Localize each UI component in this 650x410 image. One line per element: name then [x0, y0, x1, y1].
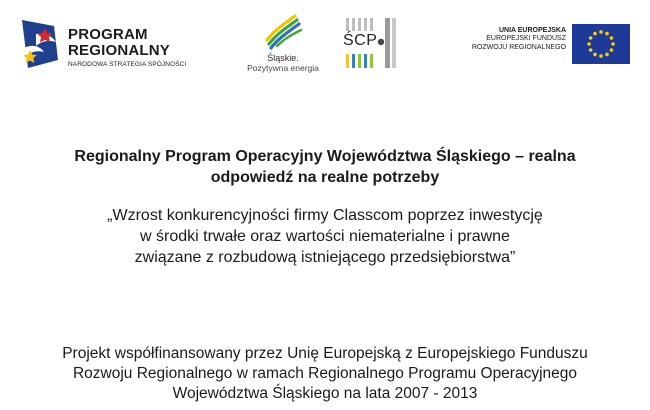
scp-text: ŚCP: [343, 32, 378, 49]
page-heading: [20, 146, 630, 188]
eu-flag-icon: [572, 24, 630, 64]
program-regionalny-title-line1: PROGRAM: [68, 26, 148, 43]
slaskie-name: Śląskie.: [267, 53, 299, 63]
cofinancing-note: [10, 344, 640, 404]
cofinancing-line3: Województwa Śląskiego na lata 2007 - 2013: [172, 385, 478, 402]
project-title-line2: w środki trwałe oraz wartości niematerialne i prawne: [140, 228, 510, 245]
project-title-line1: „Wzrost konkurencyjności firmy Classcom poprzez inwestycję: [107, 207, 543, 224]
scp-logo: [343, 18, 399, 70]
program-regionalny-logo: [18, 14, 208, 76]
cofinancing-line1: Projekt współfinansowany przez Unię Europejską z Europejskiego Funduszu: [62, 345, 588, 362]
heading-line1: Regionalny Program Operacyjny Województwa Śląskiego – realna: [74, 148, 576, 165]
ue-fund-line2: ROZWOJU REGIONALNEGO: [471, 43, 566, 51]
heading-line2: odpowiedź na realne potrzeby: [210, 169, 440, 186]
slaskie-waves-icon: [261, 10, 305, 52]
program-regionalny-subtitle: NARODOWA STRATEGIA SPÓJNOŚCI: [68, 61, 187, 68]
ue-title: UNIA EUROPEJSKA: [498, 27, 566, 34]
slaskie-tagline: Pozytywna energia: [247, 62, 319, 73]
project-title: [20, 205, 630, 268]
ue-fund-line1: EUROPEJSKI FUNDUSZ: [486, 35, 566, 43]
program-regionalny-emblem-icon: [18, 14, 66, 76]
project-title-line3: związane z rozbudową istniejącego przedsiębiorstwa”: [134, 249, 516, 266]
program-regionalny-title-line2: REGIONALNY: [68, 42, 171, 59]
unia-europejska-logo: [445, 24, 630, 66]
logo-bar: [0, 0, 650, 95]
cofinancing-line2: Rozwoju Regionalnego w ramach Regionalnego Programu Operacyjnego: [72, 365, 578, 382]
slaskie-logo: [238, 10, 328, 80]
scp-bars-icon: [343, 18, 399, 70]
